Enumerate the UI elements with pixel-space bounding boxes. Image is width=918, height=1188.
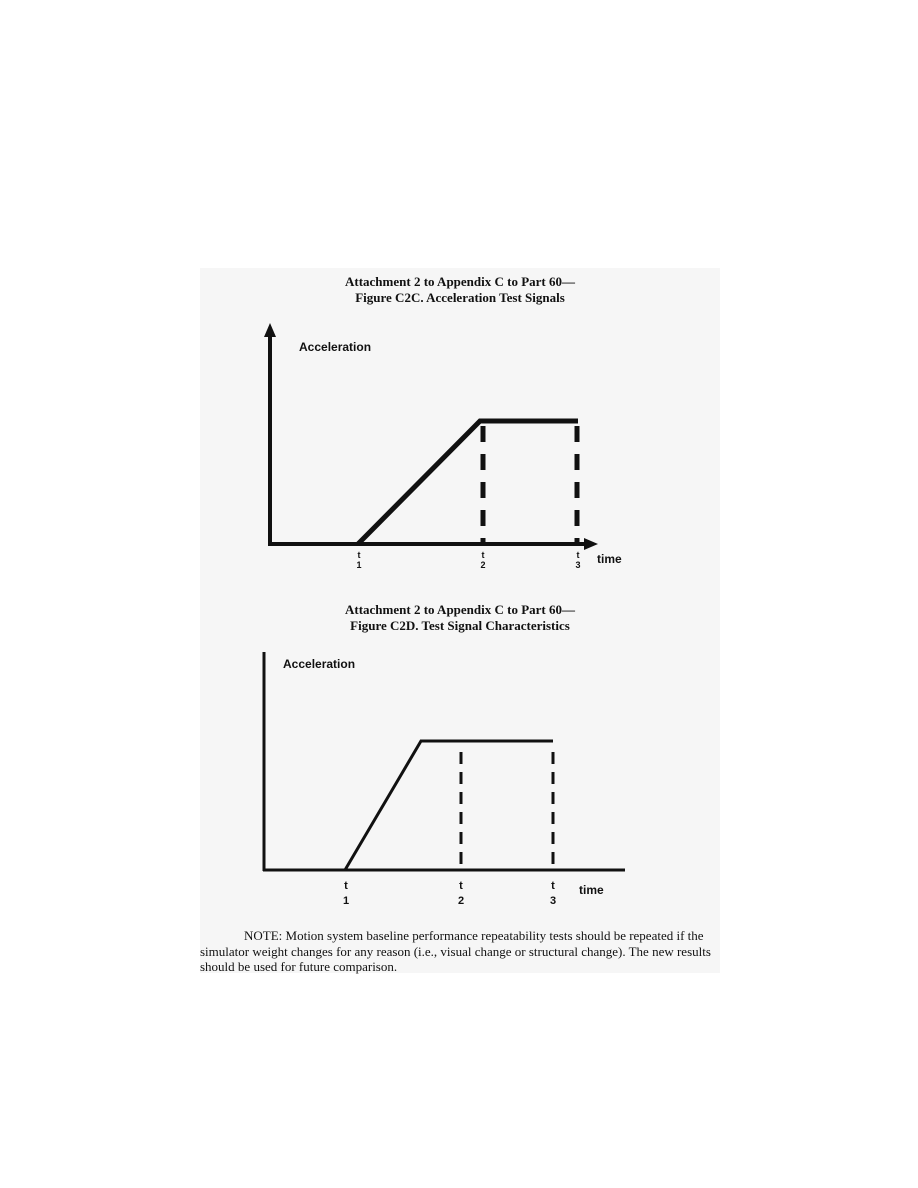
c2c-tick-t2-letter: t (481, 550, 485, 560)
figure-c2d-diagram (263, 652, 625, 907)
figure-c2d-title-line1: Attachment 2 to Appendix C to Part 60— (344, 602, 575, 617)
c2d-x-label: time (579, 883, 604, 897)
figure-c2c-title-line1: Attachment 2 to Appendix C to Part 60— (344, 274, 575, 289)
c2d-tick-t2-letter: t (459, 880, 463, 892)
figure-c2d-title-line2: Figure C2D. Test Signal Characteristics (350, 618, 570, 633)
c2c-tick-t2-sub: 2 (480, 560, 486, 570)
c2d-tick-t3-sub: 3 (549, 895, 557, 907)
figure-c2c-title-line2: Figure C2C. Acceleration Test Signals (355, 290, 565, 305)
c2c-x-axis-arrow (584, 538, 598, 550)
c2c-signal-line (358, 421, 578, 544)
c2c-tick-t3-sub: 3 (575, 560, 581, 570)
c2c-x-label: time (597, 552, 622, 566)
c2c-tick-t1-letter: t (357, 550, 361, 560)
note-paragraph: NOTE: Motion system baseline performance repeatability tests should be repeated if the simulator weight changes for any reason (i.e., visual change or structural change). The new results should be used for future comparison. (200, 928, 711, 974)
c2d-tick-t1-letter: t (344, 880, 348, 892)
figure-c2c-diagram (264, 323, 622, 570)
c2d-y-label: Acceleration (283, 657, 356, 671)
c2c-tick-t1-sub: 1 (356, 560, 362, 570)
c2c-tick-t3-letter: t (576, 550, 580, 560)
c2d-tick-t2-sub: 2 (457, 895, 465, 907)
c2d-tick-t3-letter: t (551, 880, 555, 892)
c2d-signal-line (345, 741, 553, 870)
c2d-tick-t1-sub: 1 (342, 895, 350, 907)
c2c-y-label: Acceleration (299, 340, 372, 354)
c2c-y-axis-arrow (264, 323, 276, 337)
